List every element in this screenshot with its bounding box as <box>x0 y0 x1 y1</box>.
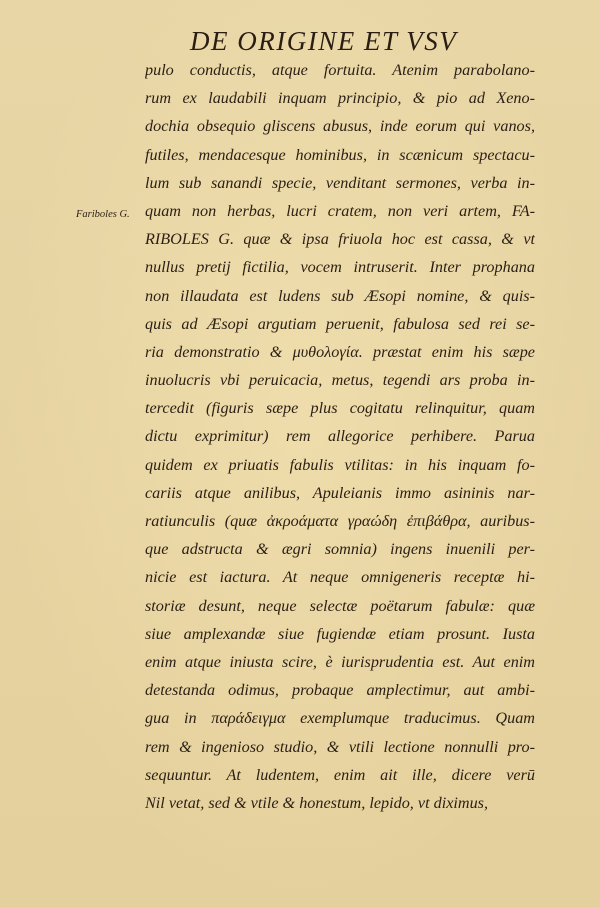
text-line: siue amplexandæ siue fugiendæ etiam prosunt. Iusta <box>145 624 535 643</box>
running-head: DE ORIGINE ET VSV <box>190 26 458 56</box>
text-line: cariis atque anilibus, Apuleianis immo asininis nar- <box>145 483 535 502</box>
text-line: RIBOLES G. quæ & ipsa friuola hoc est cassa, & vt <box>145 230 535 249</box>
text-line: detestanda odimus, probaque amplectimur, aut ambi- <box>145 681 535 700</box>
text-line: enim atque iniusta scire, è iurisprudentia est. Aut enim <box>145 652 535 671</box>
text-line: quam non herbas, lucri cratem, non veri artem, FA- <box>145 201 535 220</box>
text-line: rum ex laudabili inquam principio, & pio ad Xeno- <box>145 89 535 108</box>
text-line: lum sub sanandi specie, venditant sermones, verba in- <box>145 173 535 192</box>
text-line: non illaudata est ludens sub Æsopi nomine, & quis- <box>145 286 535 305</box>
text-line: nullus pretij fictilia, vocem intruserit. Inter prophana <box>145 258 535 277</box>
text-line: tercedit (figuris sæpe plus cogitatu relinquitur, quam <box>145 399 535 418</box>
text-line: inuolucris vbi peruicacia, metus, tegendi ars proba in- <box>145 371 535 390</box>
text-line: ria demonstratio & μυθολογία. præstat enim his sæpe <box>145 342 535 361</box>
text-line: ratiunculis (quæ ἀκροάματα γραώδη ἐπιβάθρα, auribus- <box>145 512 535 530</box>
text-line: quis ad Æsopi argutiam peruenit, fabulosa sed rei se- <box>145 314 535 333</box>
text-line: dochia obsequio gliscens abusus, inde eorum qui vanos, <box>145 117 535 136</box>
body-text <box>145 56 535 817</box>
text-line: futiles, mendacesque hominibus, in scænicum spectacu- <box>145 145 535 164</box>
text-line: dictu exprimitur) rem allegorice perhibere. Parua <box>145 427 535 446</box>
text-line: Nil vetat, sed & vtile & honestum, lepido, vt diximus, <box>145 793 489 812</box>
text-line: que adstructa & ægri somnia) ingens inuenili per- <box>145 540 535 559</box>
text-line: storiæ desunt, neque selectæ poëtarum fabulæ: quæ <box>145 596 535 615</box>
text-line: pulo conductis, atque fortuita. Atenim parabolano- <box>145 61 535 79</box>
margin-note: Fariboles G. <box>76 209 130 220</box>
text-line: rem & ingenioso studio, & vtili lectione nonnulli pro- <box>145 737 535 756</box>
text-line: sequuntur. At ludentem, enim ait ille, dicere verū <box>145 765 535 784</box>
text-line: gua in παράδειγμα exemplumque traducimus. Quam <box>145 709 535 728</box>
text-line: quidem ex priuatis fabulis vtilitas: in his inquam fo- <box>145 455 535 474</box>
text-line: nicie est iactura. At neque omnigeneris receptæ hi- <box>145 568 535 587</box>
